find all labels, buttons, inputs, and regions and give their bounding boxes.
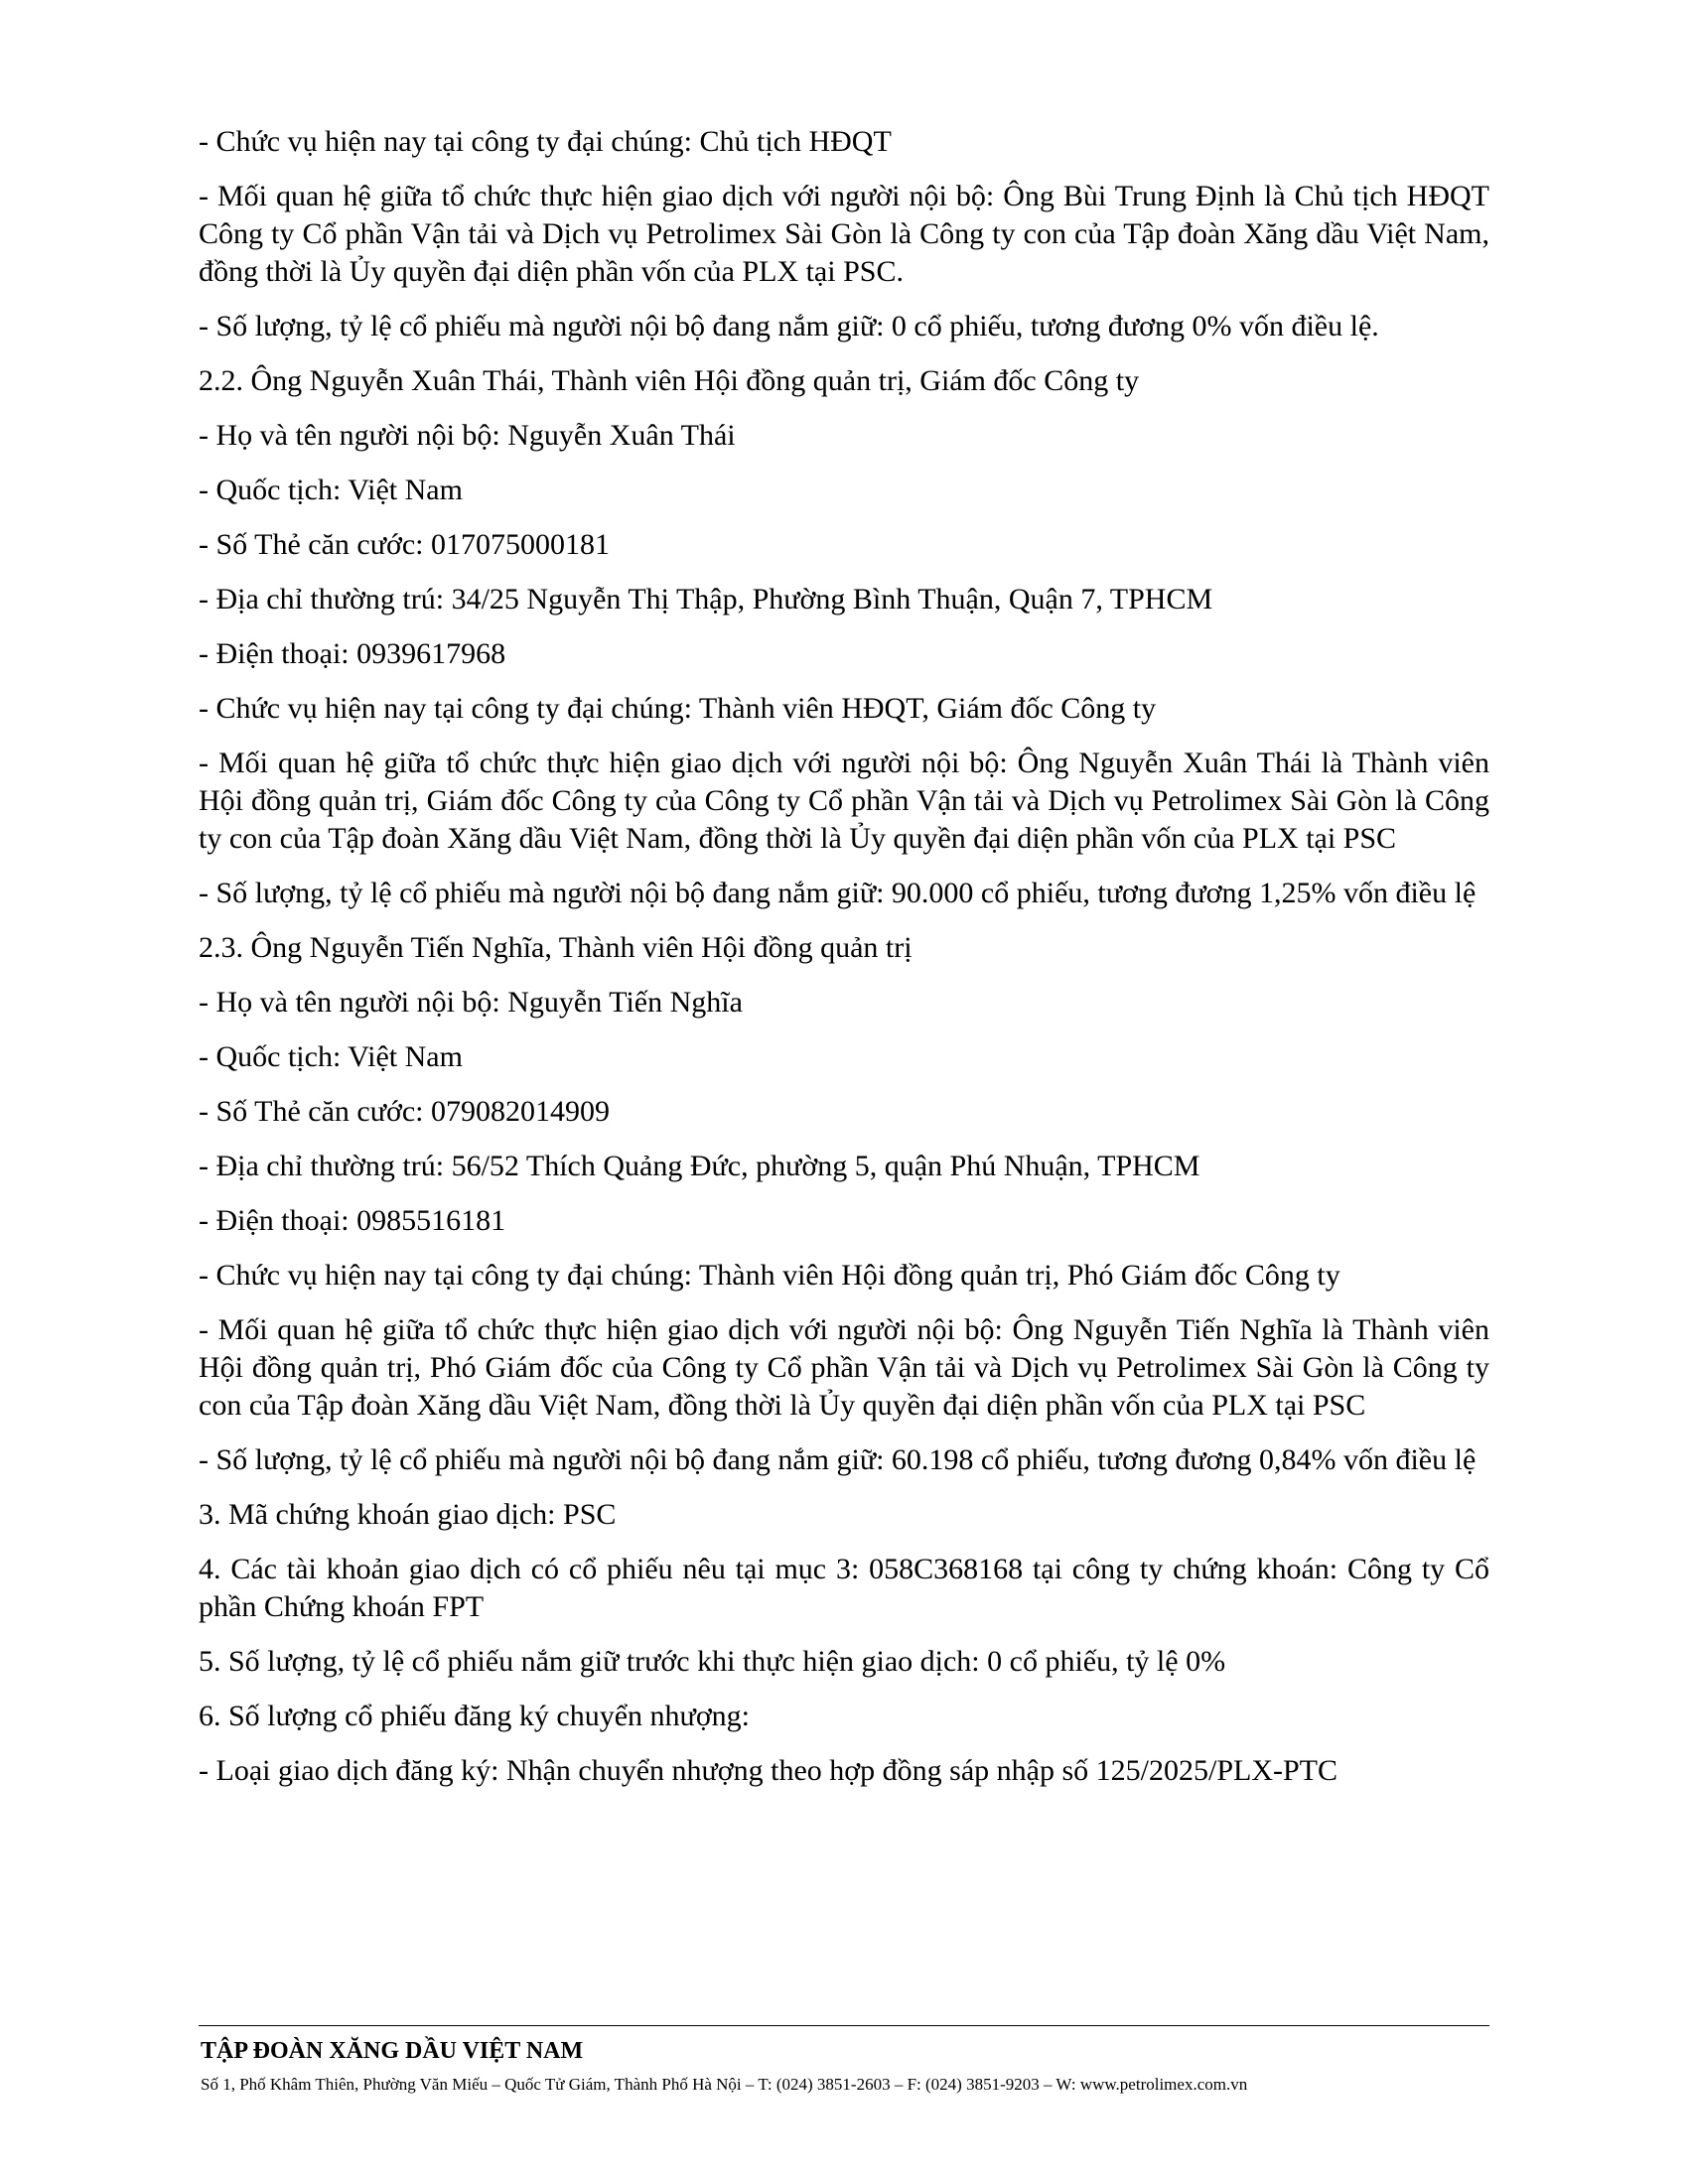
shareholding-bui-trung-dinh: - Số lượng, tỷ lệ cổ phiếu mà người nội bộ đang nắm giữ: 0 cổ phiếu, tương đương 0% vốn điều lệ.: [199, 310, 1379, 342]
relationship-bui-trung-dinh: - Mối quan hệ giữa tổ chức thực hiện giao dịch với người nội bộ: Ông Bùi Trung Định là Chủ tịch HĐQT Công ty Cổ phần Vận tải và Dịch vụ Petrolimex Sài Gòn là Công ty con của Tập đoàn Xăng dầu Việt Nam, đồng thời là Ủy quyền đại diện phần vốn của PLX tại PSC.: [199, 180, 1489, 288]
phone-nguyen-tien-nghia: - Điện thoại: 0985516181: [199, 1204, 506, 1237]
current-position-chairman: - Chức vụ hiện nay tại công ty đại chúng: Chủ tịch HĐQT: [199, 125, 892, 158]
relationship-nguyen-tien-nghia: - Mối quan hệ giữa tổ chức thực hiện giao dịch với người nội bộ: Ông Nguyễn Tiến Nghĩa là Thành viên Hội đồng quản trị, Phó Giám đốc của Công ty Cổ phần Vận tải và Dịch vụ Petrolimex Sài Gòn là Công ty con của Tập đoàn Xăng dầu Việt Nam, đồng thời là Ủy quyền đại diện phần vốn của PLX tại PSC: [199, 1313, 1489, 1422]
item-5-holding-before: 5. Số lượng, tỷ lệ cổ phiếu nắm giữ trước khi thực hiện giao dịch: 0 cổ phiếu, tỷ lệ 0%: [199, 1645, 1226, 1678]
item-4-trading-account: 4. Các tài khoản giao dịch có cổ phiếu nêu tại mục 3: 058C368168 tại công ty chứng khoán: Công ty Cổ phần Chứng khoán FPT: [199, 1553, 1489, 1623]
page-footer: [199, 2025, 1489, 2096]
registered-transaction-type: - Loại giao dịch đăng ký: Nhận chuyển nhượng theo hợp đồng sáp nhập số 125/2025/PLX-PTC: [199, 1754, 1338, 1787]
section-heading-2-2: 2.2. Ông Nguyễn Xuân Thái, Thành viên Hội đồng quản trị, Giám đốc Công ty: [199, 364, 1140, 397]
item-3-stock-code: 3. Mã chứng khoán giao dịch: PSC: [199, 1498, 617, 1531]
footer-address: Số 1, Phố Khâm Thiên, Phường Văn Miếu – Quốc Tử Giám, Thành Phố Hà Nội – T: (024) 3851-2603 – F: (024) 3851-9203 – W: www.petrolimex.com.vn: [201, 2075, 1248, 2094]
document-body: [199, 123, 1489, 1807]
id-card-nguyen-tien-nghia: - Số Thẻ căn cước: 079082014909: [199, 1095, 610, 1128]
shareholding-nguyen-xuan-thai: - Số lượng, tỷ lệ cổ phiếu mà người nội bộ đang nắm giữ: 90.000 cổ phiếu, tương đương 1,25% vốn điều lệ: [199, 877, 1477, 909]
position-nguyen-tien-nghia: - Chức vụ hiện nay tại công ty đại chúng: Thành viên Hội đồng quản trị, Phó Giám đốc Công ty: [199, 1259, 1340, 1292]
footer-organization: TẬP ĐOÀN XĂNG DẦU VIỆT NAM: [201, 2038, 584, 2064]
nationality-nguyen-tien-nghia: - Quốc tịch: Việt Nam: [199, 1040, 463, 1073]
section-heading-2-3: 2.3. Ông Nguyễn Tiến Nghĩa, Thành viên Hội đồng quản trị: [199, 931, 913, 964]
address-nguyen-tien-nghia: - Địa chỉ thường trú: 56/52 Thích Quảng Đức, phường 5, quận Phú Nhuận, TPHCM: [199, 1150, 1200, 1182]
shareholding-nguyen-tien-nghia: - Số lượng, tỷ lệ cổ phiếu mà người nội bộ đang nắm giữ: 60.198 cổ phiếu, tương đương 0,84% vốn điều lệ: [199, 1443, 1477, 1476]
insider-name-nguyen-xuan-thai: - Họ và tên người nội bộ: Nguyễn Xuân Thái: [199, 419, 736, 452]
phone-nguyen-xuan-thai: - Điện thoại: 0939617968: [199, 637, 506, 670]
relationship-nguyen-xuan-thai: - Mối quan hệ giữa tổ chức thực hiện giao dịch với người nội bộ: Ông Nguyễn Xuân Thái là Thành viên Hội đồng quản trị, Giám đốc Công ty của Công ty Cổ phần Vận tải và Dịch vụ Petrolimex Sài Gòn là Công ty con của Tập đoàn Xăng dầu Việt Nam, đồng thời là Ủy quyền đại diện phần vốn của PLX tại PSC: [199, 747, 1489, 855]
id-card-nguyen-xuan-thai: - Số Thẻ căn cước: 017075000181: [199, 528, 610, 561]
nationality-nguyen-xuan-thai: - Quốc tịch: Việt Nam: [199, 474, 463, 506]
position-nguyen-xuan-thai: - Chức vụ hiện nay tại công ty đại chúng: Thành viên HĐQT, Giám đốc Công ty: [199, 692, 1157, 725]
insider-name-nguyen-tien-nghia: - Họ và tên người nội bộ: Nguyễn Tiến Nghĩa: [199, 986, 743, 1019]
address-nguyen-xuan-thai: - Địa chỉ thường trú: 34/25 Nguyễn Thị Thập, Phường Bình Thuận, Quận 7, TPHCM: [199, 583, 1213, 615]
footer-divider: [199, 2025, 1489, 2026]
item-6-registered-quantity: 6. Số lượng cổ phiếu đăng ký chuyển nhượng:: [199, 1700, 751, 1732]
